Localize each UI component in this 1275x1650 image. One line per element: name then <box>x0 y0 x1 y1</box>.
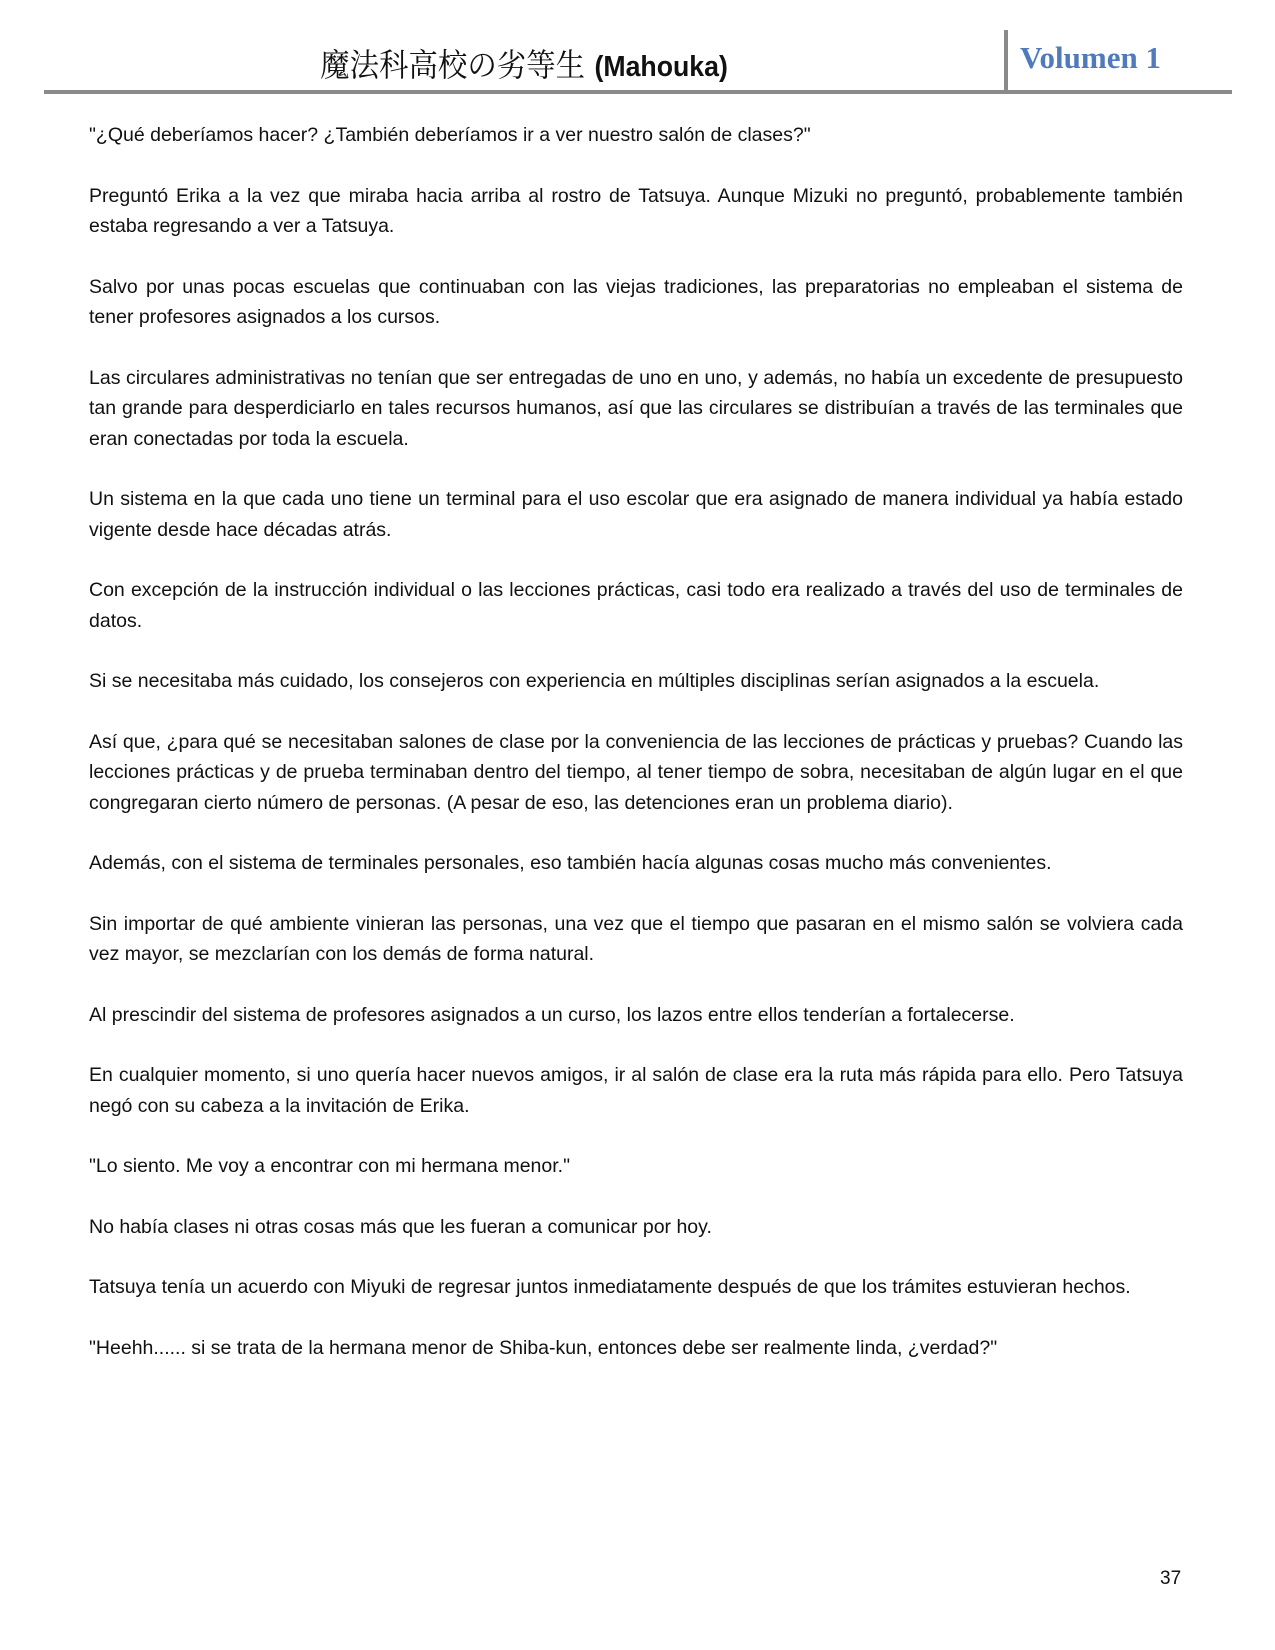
header-title-japanese: 魔法科高校の劣等生 <box>320 46 586 84</box>
paragraph: "¿Qué deberíamos hacer? ¿También deberíamos ir a ver nuestro salón de clases?" <box>89 124 811 146</box>
page-number: 37 <box>1160 1568 1182 1589</box>
volume-label: Volumen 1 <box>1020 40 1161 75</box>
header-title <box>82 40 965 86</box>
paragraph: Preguntó Erika a la vez que miraba hacia arriba al rostro de Tatsuya. Aunque Mizuki no preguntó, probablemente también estaba regresando a ver a Tatsuya. <box>89 184 1183 237</box>
page-header <box>44 28 1232 94</box>
paragraph: Las circulares administrativas no tenían que ser entregadas de uno en uno, y además, no había un excedente de presupuesto tan grande para desperdiciarlo en tales recursos humanos, así que las circulares se distribuían a través de las terminales que eran conectadas por toda la escuela. <box>89 366 1183 450</box>
paragraph: Así que, ¿para qué se necesitaban salones de clase por la conveniencia de las lecciones de prácticas y pruebas? Cuando las lecciones prácticas y de prueba terminaban dentro del tiempo, al tener tiempo de sobra, necesitaban de algún lugar en el que congregaran cierto número de personas. (A pesar de eso, las detenciones eran un problema diario). <box>89 730 1183 814</box>
body-text <box>89 120 1183 1393</box>
paragraph: Además, con el sistema de terminales personales, eso también hacía algunas cosas mucho más convenientes. <box>89 852 1052 874</box>
paragraph: Con excepción de la instrucción individual o las lecciones prácticas, casi todo era realizado a través del uso de terminales de datos. <box>89 579 1183 632</box>
paragraph: Si se necesitaba más cuidado, los consejeros con experiencia en múltiples disciplinas serían asignados a la escuela. <box>89 670 1100 692</box>
header-title-latin: (Mahouka) <box>594 51 728 83</box>
paragraph: En cualquier momento, si uno quería hacer nuevos amigos, ir al salón de clase era la ruta más rápida para ello. Pero Tatsuya negó con su cabeza a la invitación de Erika. <box>89 1064 1183 1117</box>
paragraph: Al prescindir del sistema de profesores asignados a un curso, los lazos entre ellos tenderían a fortalecerse. <box>89 1003 1015 1026</box>
header-separator <box>1004 30 1008 92</box>
paragraph: Tatsuya tenía un acuerdo con Miyuki de regresar juntos inmediatamente después de que los trámites estuvieran hechos. <box>89 1276 1131 1298</box>
paragraph: Un sistema en la que cada uno tiene un terminal para el uso escolar que era asignado de manera individual ya había estado vigente desde hace décadas atrás. <box>89 488 1183 541</box>
header-rule <box>44 90 1232 94</box>
paragraph: Salvo por unas pocas escuelas que continuaban con las viejas tradiciones, las preparatorias no empleaban el sistema de tener profesores asignados a los cursos. <box>89 275 1183 328</box>
paragraph: Sin importar de qué ambiente vinieran las personas, una vez que el tiempo que pasaran en el mismo salón se volviera cada vez mayor, se mezclarían con los demás de forma natural. <box>89 912 1183 965</box>
paragraph: "Heehh...... si se trata de la hermana menor de Shiba-kun, entonces debe ser realmente linda, ¿verdad?" <box>89 1336 998 1359</box>
paragraph: No había clases ni otras cosas más que les fueran a comunicar por hoy. <box>89 1215 712 1238</box>
paragraph: "Lo siento. Me voy a encontrar con mi hermana menor." <box>89 1155 570 1177</box>
